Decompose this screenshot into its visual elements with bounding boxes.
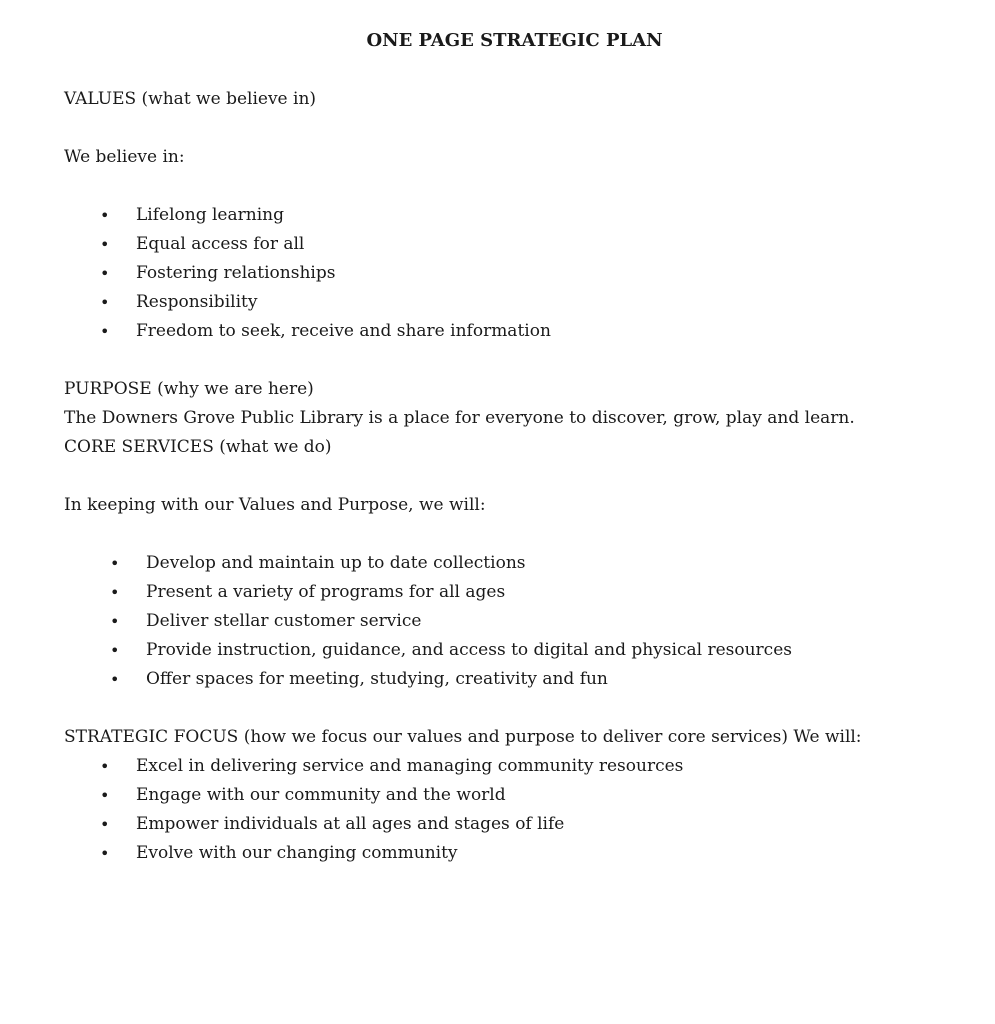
bullet-icon: • <box>110 641 120 660</box>
bullet-icon: • <box>110 583 120 602</box>
list-item-text: Responsibility <box>136 292 258 312</box>
list-item <box>64 578 935 607</box>
core-services-intro: In keeping with our Values and Purpose, we will: <box>64 495 486 515</box>
list-item-text: Provide instruction, guidance, and access to digital and physical resources <box>146 640 792 660</box>
list-item <box>64 549 935 578</box>
spacer <box>64 346 935 375</box>
list-item-text: Develop and maintain up to date collections <box>146 553 526 573</box>
values-intro: We believe in: <box>64 147 185 167</box>
list-item <box>64 636 935 665</box>
bullet-icon: • <box>110 670 120 689</box>
list-item-text: Empower individuals at all ages and stages of life <box>136 814 565 834</box>
bullet-icon: • <box>110 612 120 631</box>
spacer <box>64 520 935 549</box>
values-list <box>64 201 935 346</box>
purpose-heading: PURPOSE (why we are here) <box>64 379 314 399</box>
list-item <box>64 752 935 781</box>
list-item <box>64 810 935 839</box>
bullet-icon: • <box>100 206 110 225</box>
list-item-text: Fostering relationships <box>136 263 336 283</box>
spacer <box>64 462 935 491</box>
bullet-icon: • <box>100 757 110 776</box>
list-item <box>64 781 935 810</box>
list-item <box>64 607 935 636</box>
bullet-icon: • <box>110 554 120 573</box>
values-heading: VALUES (what we believe in) <box>64 89 317 109</box>
list-item-text: Offer spaces for meeting, studying, creativity and fun <box>146 669 608 689</box>
list-item <box>64 317 935 346</box>
bullet-icon: • <box>100 264 110 283</box>
purpose-text: The Downers Grove Public Library is a place for everyone to discover, grow, play and learn. <box>64 408 855 428</box>
bullet-icon: • <box>100 293 110 312</box>
core-services-list <box>64 549 935 694</box>
spacer <box>64 114 935 143</box>
list-item <box>64 665 935 694</box>
document-title: ONE PAGE STRATEGIC PLAN <box>366 30 663 51</box>
list-item-text: Engage with our community and the world <box>136 785 506 805</box>
spacer <box>64 694 935 723</box>
bullet-icon: • <box>100 235 110 254</box>
list-item <box>64 259 935 288</box>
bullet-icon: • <box>100 815 110 834</box>
bullet-icon: • <box>100 786 110 805</box>
bullet-icon: • <box>100 322 110 341</box>
list-item-text: Present a variety of programs for all ages <box>146 582 506 602</box>
list-item <box>64 201 935 230</box>
list-item-text: Lifelong learning <box>136 205 284 225</box>
bullet-icon: • <box>100 844 110 863</box>
list-item-text: Evolve with our changing community <box>136 843 458 863</box>
list-item-text: Freedom to seek, receive and share information <box>136 321 551 341</box>
strategic-focus-list <box>64 752 935 868</box>
core-services-heading: CORE SERVICES (what we do) <box>64 437 332 457</box>
spacer <box>64 172 935 201</box>
list-item <box>64 839 935 868</box>
strategic-focus-heading: STRATEGIC FOCUS (how we focus our values and purpose to deliver core services) We will: <box>64 727 862 747</box>
list-item-text: Equal access for all <box>136 234 305 254</box>
list-item-text: Deliver stellar customer service <box>146 611 422 631</box>
list-item <box>64 288 935 317</box>
list-item <box>64 230 935 259</box>
list-item-text: Excel in delivering service and managing community resources <box>136 756 684 776</box>
